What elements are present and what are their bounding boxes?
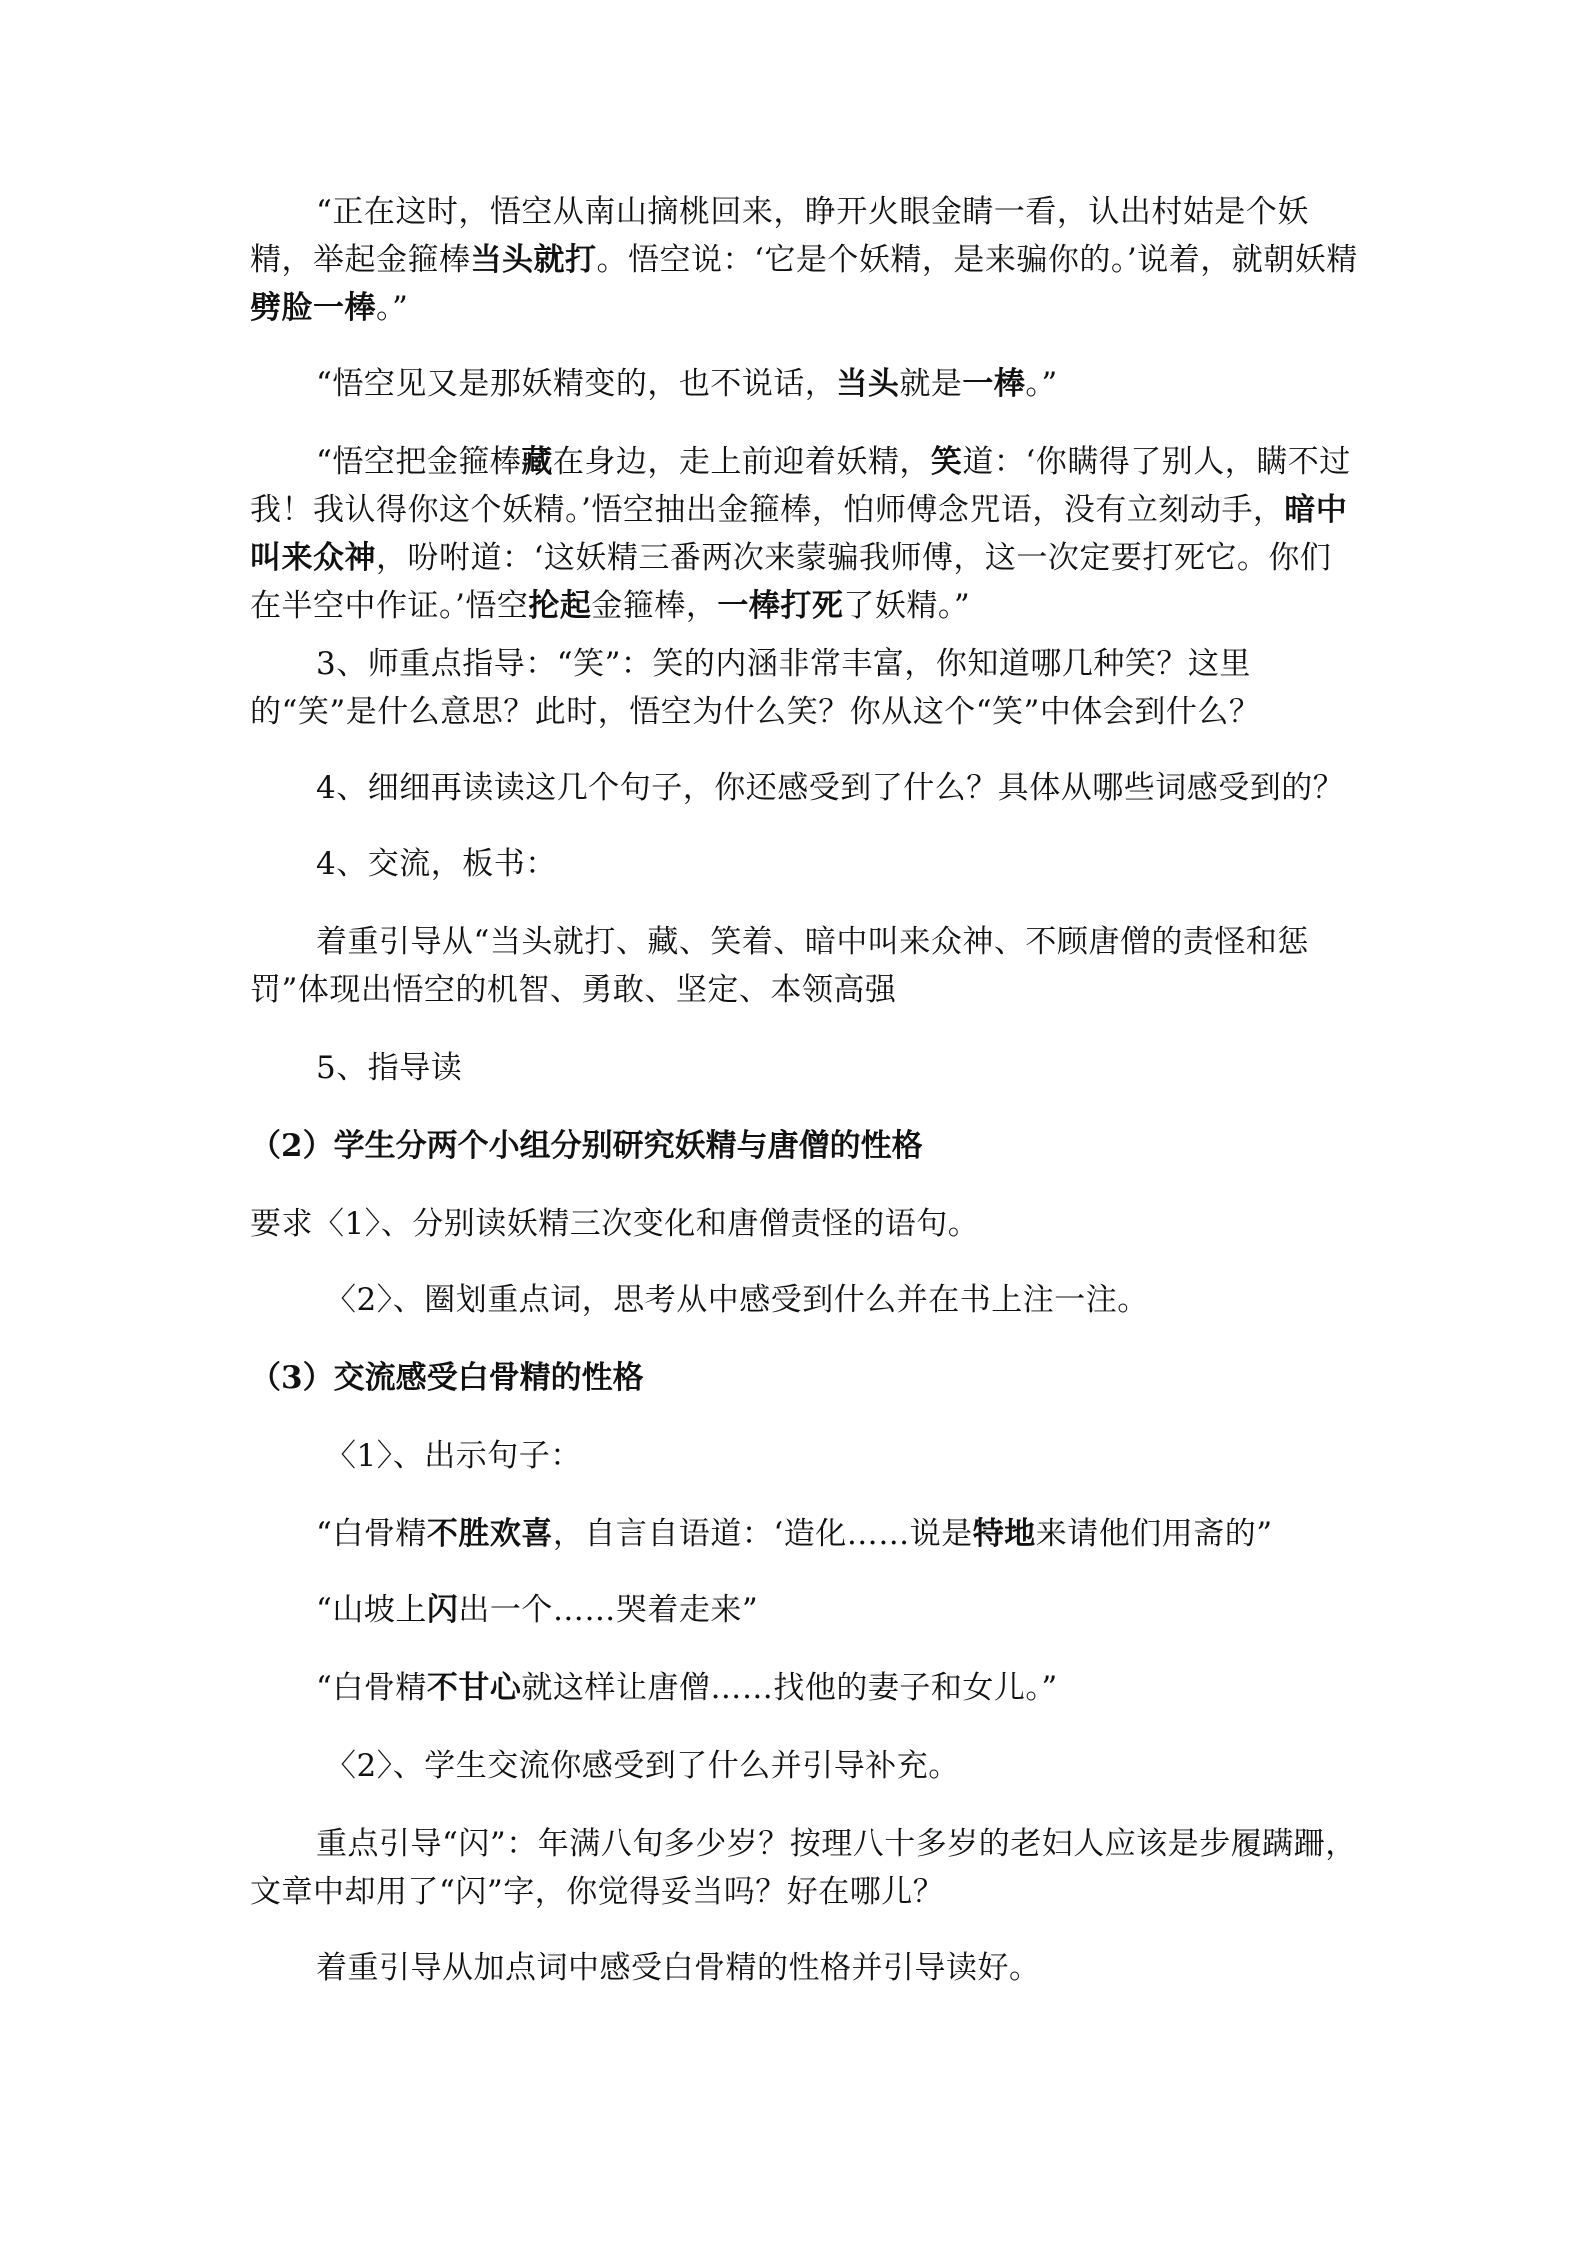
bold-text: 特地 <box>972 1516 1036 1552</box>
text: “山坡上 <box>316 1592 427 1628</box>
step-4-paragraph: 4、细细再读读这几个句子，你还感受到了什么？具体从哪些词感受到的？ <box>316 770 1345 806</box>
text: 就这样让唐僧……找他的妻子和女儿。” <box>521 1670 1058 1706</box>
student-exchange-label: 〈2〉、学生交流你感受到了什么并引导补充。 <box>325 1748 960 1784</box>
example-sentence-2 <box>250 1586 1360 1634</box>
requirement-1: 要求〈1〉、分别读妖精三次变化和唐僧责怪的语句。 <box>250 1206 980 1242</box>
text: ，吩咐道：‘这妖精三番两次来蒙骗我师傅，这一次定要打死它。你们在半空中作证。’悟空 <box>250 540 1332 624</box>
text: 了妖精。” <box>843 588 971 624</box>
text: “正在这时，悟空从南山摘桃回来，睁开火眼金睛一看，认出村姑是个妖精，举起金箍棒 <box>250 194 1309 278</box>
text: 出一个……哭着走来” <box>458 1592 759 1628</box>
guidance-paragraph: 着重引导从“当头就打、藏、笑着、暗中叫来众神、不顾唐僧的责怪和惩罚”体现出悟空的机智、勇敢、坚定、本领高强 <box>250 924 1309 1008</box>
text: 来请他们用斋的” <box>1035 1516 1273 1552</box>
text: 在身边，走上前迎着妖精， <box>552 444 931 480</box>
quote-paragraph-1 <box>250 188 1360 332</box>
text: 金箍棒， <box>591 588 718 624</box>
example-sentence-3 <box>250 1664 1360 1712</box>
bold-text: 闪 <box>426 1592 459 1628</box>
text: “白骨精 <box>316 1670 427 1706</box>
step-3-paragraph: 3、师重点指导：“笑”：笑的内涵非常丰富，你知道哪几种笑？这里的“笑”是什么意思？此时，悟空为什么笑？你从这个“笑”中体会到什么？ <box>250 646 1261 730</box>
bold-text: 抡起 <box>528 588 592 624</box>
bold-text: 暗中叫来众神 <box>250 492 1348 576</box>
closing-paragraph: 着重引导从加点词中感受白骨精的性格并引导读好。 <box>316 1950 1041 1986</box>
text: “悟空见又是那妖精变的，也不说话， <box>316 366 837 402</box>
bold-text: 当头 <box>836 366 900 402</box>
text: 就是 <box>899 366 963 402</box>
focus-flash-paragraph: 重点引导“闪”：年满八旬多少岁？按理八十多岁的老妇人应该是步履蹒跚，文章中却用了“闪”字，你觉得妥当吗？好在哪儿？ <box>250 1826 1357 1910</box>
step-5-paragraph: 5、指导读 <box>316 1050 463 1086</box>
text: 。” <box>1025 366 1058 402</box>
section-heading-3: （3）交流感受白骨精的性格 <box>250 1360 644 1396</box>
example-sentence-1 <box>250 1510 1360 1558</box>
step-4-board-paragraph: 4、交流，板书： <box>316 846 557 882</box>
quote-paragraph-3 <box>250 438 1360 630</box>
bold-text: 一棒 <box>962 366 1026 402</box>
bold-text: 不甘心 <box>426 1670 522 1706</box>
section-heading-2: （2）学生分两个小组分别研究妖精与唐僧的性格 <box>250 1128 923 1164</box>
text: 。悟空说：‘它是个妖精，是来骗你的。’说着，就朝妖精 <box>596 242 1358 278</box>
bold-text: 笑 <box>930 444 963 480</box>
bold-text: 劈脸一棒 <box>250 290 376 326</box>
text: “悟空把金箍棒 <box>316 444 522 480</box>
bold-text: 当头就打 <box>470 242 597 278</box>
bold-text: 藏 <box>521 444 553 480</box>
bold-text: 不胜欢喜 <box>426 1516 553 1552</box>
text: 道：‘你瞒得了别人，瞒不过我！我认得你这个妖精。’悟空抽出金箍棒，怕师傅念咒语，没有立刻动手， <box>250 444 1351 528</box>
show-sentences-label: 〈1〉、出示句子： <box>325 1438 582 1474</box>
text: “白骨精 <box>316 1516 427 1552</box>
bold-text: 一棒打死 <box>717 588 844 624</box>
quote-paragraph-2 <box>250 360 1360 408</box>
text: ，自言自语道：‘造化……说是 <box>552 1516 973 1552</box>
text: 。” <box>376 290 409 326</box>
requirement-2: 〈2〉、圈划重点词，思考从中感受到什么并在书上注一注。 <box>325 1282 1149 1318</box>
